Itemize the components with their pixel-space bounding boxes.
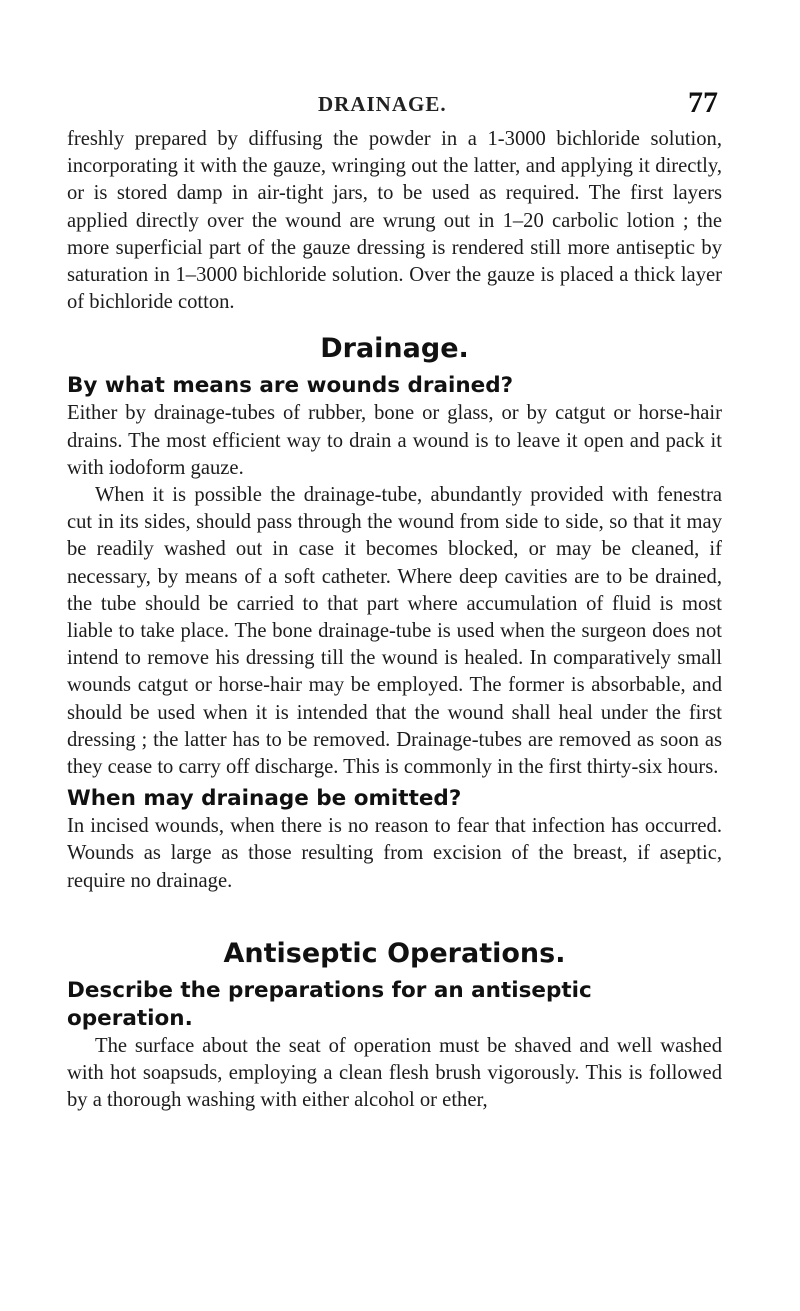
answer-antiseptic-preparations: The surface about the seat of operation must be shaved and well washed with hot soapsuds, employing a clean flesh brush vigorously. This is followed by a thorough washing with either alcohol or ether,: [67, 1034, 722, 1112]
intro-paragraph: freshly prepared by diffusing the powder in a 1-3000 bichloride solution, incorporating it with the gauze, wringing out the latter, and applying it directly, or is stored damp in air-tight jars, to be used as required. The first layers applied directly over the wound are wrung out in 1–20 carbolic lotion ; the more superficial part of the gauze dressing is rendered still more antiseptic by saturation in 1–3000 bichloride solution. Over the gauze is placed a thick layer of bichloride cotton.: [67, 128, 722, 314]
question-drainage-omitted: When may drainage be omitted?: [67, 786, 462, 812]
section-heading-drainage: Drainage.: [320, 333, 469, 365]
question-antiseptic-preparations: Describe the preparations for an antiseptic operation.: [67, 977, 592, 1031]
question-drainage-means: By what means are wounds drained?: [67, 373, 514, 399]
answer-drainage-means-p2: When it is possible the drainage-tube, abundantly provided with fenestra cut in its sides, should pass through the wound from side to side, so that it may be readily washed out in case it becomes blocked, or may be cleaned, if necessary, by means of a soft catheter. Where deep cavities are to be drained, the tube should be carried to that part where accumulation of fluid is most liable to take place. The bone drainage-tube is used when the surgeon does not intend to remove his dressing till the wound is healed. In comparatively small wounds catgut or horse-hair may be employed. The former is absorbable, and should be used when it is intended that the wound shall heal under the first dressing ; the latter has to be removed. Drainage-tubes are removed as soon as they cease to carry off discharge. This is commonly in the first thirty-six hours.: [67, 484, 722, 779]
page-header: [0, 88, 800, 122]
page-number: 77: [688, 86, 718, 119]
page-body: [67, 126, 722, 1114]
section-spacer: [67, 895, 722, 921]
answer-drainage-means-p1: Either by drainage-tubes of rubber, bone or glass, or by catgut or horse-hair drains. The most efficient way to drain a wound is to leave it open and pack it with iodoform gauze.: [67, 402, 722, 479]
running-title: DRAINAGE.: [318, 92, 447, 116]
answer-drainage-omitted: In incised wounds, when there is no reason to fear that infection has occurred. Wounds as large as those resulting from excision of the breast, if aseptic, require no drainage.: [67, 815, 722, 892]
section-heading-antiseptic: Antiseptic Operations.: [223, 937, 566, 969]
